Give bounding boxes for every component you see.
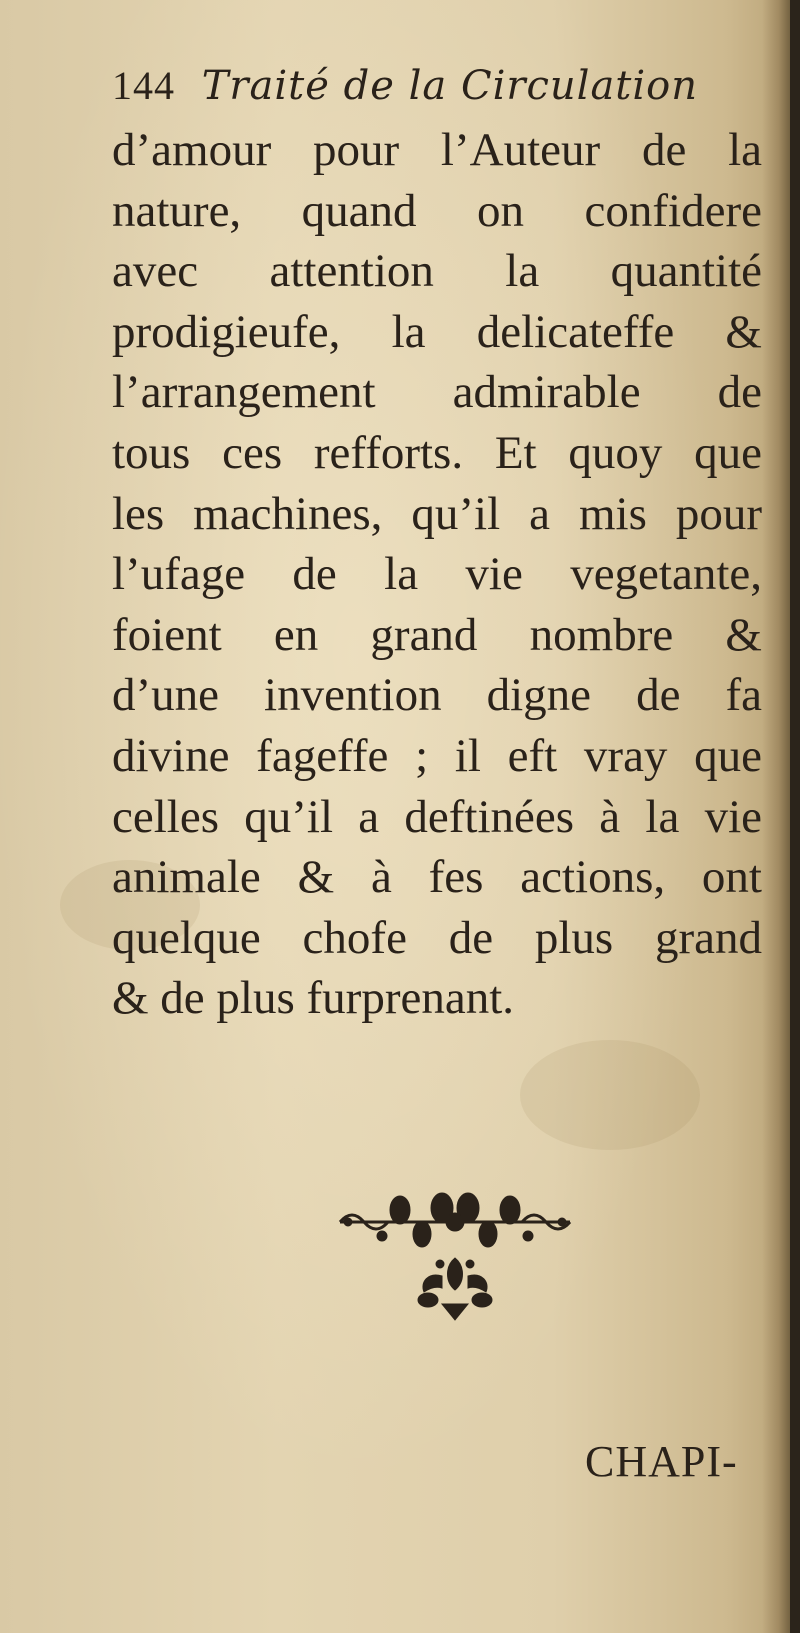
text-line: avec attention la quantité bbox=[112, 245, 762, 298]
text-line: l’ufage de la vie vegetante, bbox=[112, 548, 762, 601]
text-line: animale & à fes actions, ont bbox=[112, 851, 762, 904]
text-line: nature, quand on confidere bbox=[112, 184, 762, 237]
body-text bbox=[112, 120, 762, 1029]
text-line: quelque chofe de plus grand bbox=[112, 911, 762, 964]
text-line: celles qu’il a deftinées à la vie bbox=[112, 790, 762, 843]
text-line: prodigieufe, la delicateffe & bbox=[112, 305, 762, 358]
fleuron-ornament-icon bbox=[330, 1180, 580, 1330]
text-line: les machines, qu’il a mis pour bbox=[112, 487, 762, 540]
page-edge-shadow bbox=[762, 0, 790, 1633]
text-line: foient en grand nombre & bbox=[112, 608, 762, 661]
text-line: tous ces refforts. Et quoy que bbox=[112, 426, 762, 479]
text-line: divine fageffe ; il eft vray que bbox=[112, 729, 762, 782]
catchword: CHAPI- bbox=[585, 1437, 738, 1486]
text-line: d’amour pour l’Auteur de la bbox=[112, 124, 762, 176]
text-line: d’une invention digne de fa bbox=[112, 669, 762, 722]
text-line: l’arrangement admirable de bbox=[112, 366, 762, 419]
running-head bbox=[112, 62, 732, 122]
paper-stain bbox=[520, 1040, 700, 1150]
running-title: Traité de la Circulation bbox=[201, 63, 699, 109]
page-number: 144 bbox=[112, 63, 175, 108]
text-line: & de plus furprenant. bbox=[112, 972, 515, 1025]
